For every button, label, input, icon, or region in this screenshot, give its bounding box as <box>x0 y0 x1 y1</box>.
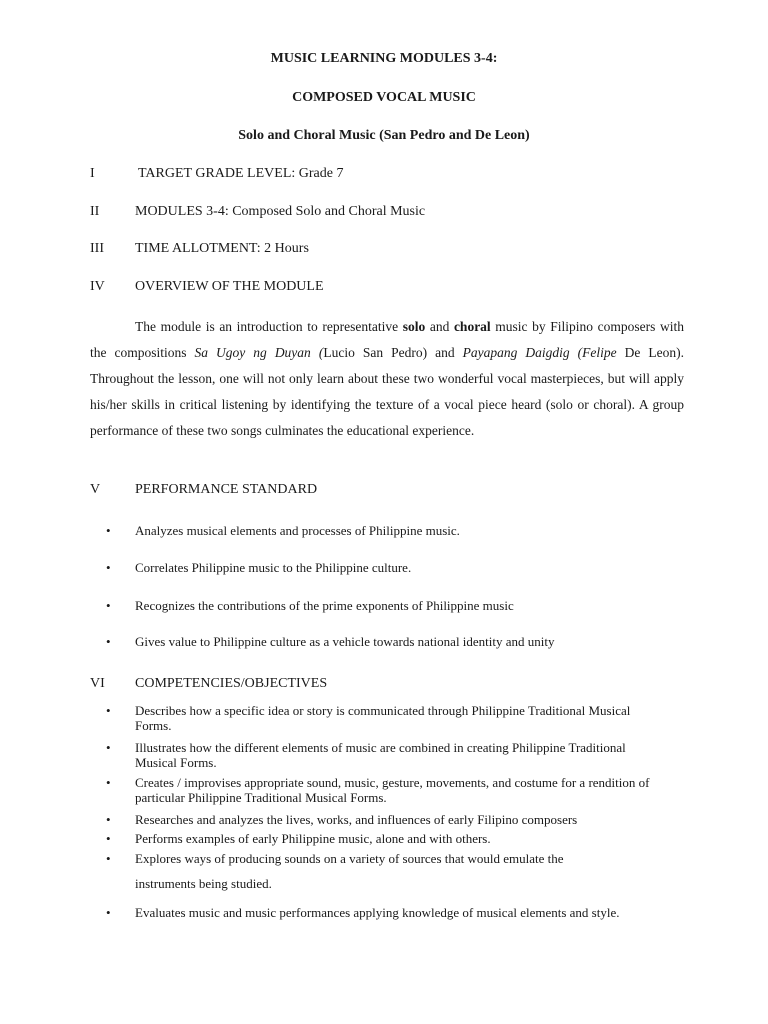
bullet-icon: • <box>106 740 111 755</box>
list-item-text: Recognizes the contributions of the prime exponents of Philippine music <box>135 598 514 613</box>
document-subtitle: COMPOSED VOCAL MUSIC <box>292 90 476 105</box>
overview-text: and <box>425 319 454 334</box>
bullet-icon: • <box>106 598 111 613</box>
section-number: IV <box>90 279 105 294</box>
list-item-text: Gives value to Philippine culture as a vehicle towards national identity and unity <box>135 634 555 649</box>
document-sub-subtitle: Solo and Choral Music (San Pedro and De Leon) <box>238 128 530 143</box>
bullet-icon: • <box>106 634 111 649</box>
list-item-text: instruments being studied. <box>135 876 272 891</box>
list-item-text: Correlates Philippine music to the Philippine culture. <box>135 560 412 575</box>
overview-song-title: Payapang Daigdig (Felipe <box>462 345 617 360</box>
section-number: VI <box>90 676 105 691</box>
bullet-icon: • <box>106 703 111 718</box>
list-item-text: Describes how a specific idea or story is communicated through Philippine Traditional Musical Forms. <box>135 703 631 733</box>
section-number: II <box>90 204 100 219</box>
overview-text: De Leon). Throughout the lesson, one will not only learn about these two wonderful vocal masterpieces, but will apply his/her skills in critical listening by identifying the texture of a vocal piece heard (solo or choral). A group performance of these two songs culminates the educational experience. <box>90 345 684 438</box>
bullet-icon: • <box>106 831 111 846</box>
overview-text: The module is an introduction to representative <box>135 319 403 334</box>
bullet-icon: • <box>106 851 111 866</box>
overview-bold-choral: choral <box>453 319 491 334</box>
list-item-text: Performs examples of early Philippine music, alone and with others. <box>135 831 491 846</box>
list-item-text: Analyzes musical elements and processes of Philippine music. <box>135 523 460 538</box>
list-item-text: Evaluates music and music performances applying knowledge of musical elements and style. <box>135 905 620 920</box>
overview-composer: Lucio San Pedro <box>323 345 423 360</box>
section-label: COMPETENCIES/OBJECTIVES <box>135 676 328 691</box>
document-title: MUSIC LEARNING MODULES 3-4: <box>270 51 498 66</box>
overview-text: music by Filipino composers with the compositions <box>90 319 684 360</box>
section-label: TARGET GRADE LEVEL: Grade 7 <box>138 166 344 181</box>
bullet-icon: • <box>106 523 111 538</box>
overview-bold-solo: solo <box>402 319 426 334</box>
overview-song-title: Sa Ugoy ng Duyan ( <box>194 345 324 360</box>
overview-text: ) and <box>422 345 463 360</box>
list-item-text: Illustrates how the different elements of music are combined in creating Philippine Traditional Musical Forms. <box>135 740 626 770</box>
bullet-icon: • <box>106 812 111 827</box>
section-label: TIME ALLOTMENT: 2 Hours <box>135 241 309 256</box>
list-item-text: Creates / improvises appropriate sound, music, gesture, movements, and costume for a rendition of particular Philippine Traditional Musical Forms. <box>135 775 650 805</box>
list-item-text: Explores ways of producing sounds on a variety of sources that would emulate the <box>135 851 564 866</box>
section-number: V <box>90 482 101 497</box>
section-number: I <box>90 166 95 181</box>
bullet-icon: • <box>106 775 111 790</box>
list-item-text: Researches and analyzes the lives, works, and influences of early Filipino composers <box>135 812 578 827</box>
bullet-icon: • <box>106 905 111 920</box>
section-label: MODULES 3-4: Composed Solo and Choral Music <box>135 204 426 219</box>
overview-paragraph <box>90 314 684 444</box>
section-label: OVERVIEW OF THE MODULE <box>135 279 324 294</box>
section-number: III <box>90 241 104 256</box>
bullet-icon: • <box>106 560 111 575</box>
section-label: PERFORMANCE STANDARD <box>135 482 318 497</box>
